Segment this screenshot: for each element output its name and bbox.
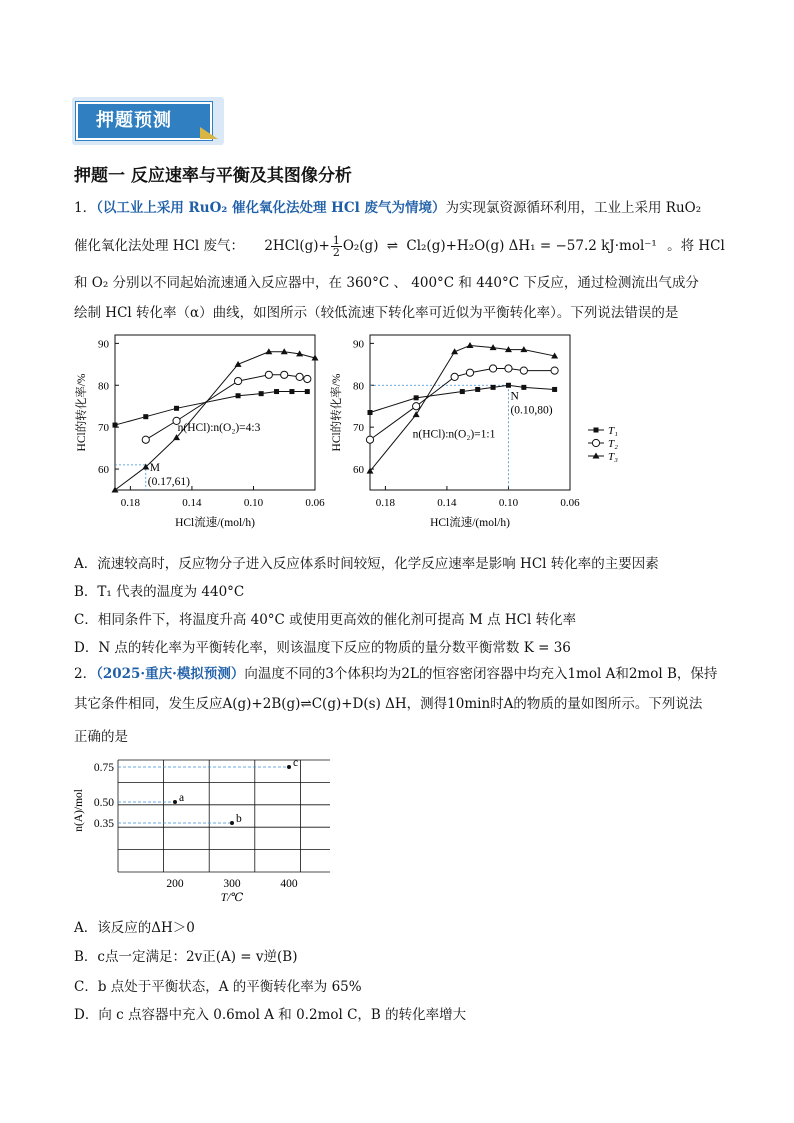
data-point-square (236, 393, 241, 398)
data-point-circle (296, 373, 303, 380)
q2-line1 (74, 664, 717, 684)
data-point-square (368, 410, 373, 415)
q1-fraction (331, 235, 342, 258)
badge-corner-icon (200, 127, 218, 139)
data-point-square (475, 387, 480, 392)
y-tick-label: 0.75 (93, 762, 114, 774)
q2-source: （2025·重庆·模拟预测） (96, 666, 245, 682)
data-point-square (113, 423, 118, 428)
x-tick-label: 0.06 (305, 497, 325, 509)
chart-2 (329, 335, 580, 529)
y-axis-label: HCl的转化率/% (331, 373, 343, 452)
q1-option-d: D．N 点的转化率为平衡转化率，则该温度下反应的物质的量分数平衡常数 K = 36 (74, 640, 571, 656)
badge-label: 押题预测 (96, 110, 172, 131)
q1-line4: 绘制 HCl 转化率（α）曲线，如图所示（较低流速下转化率可近似为平衡转化率）。下列说法错误的是 (74, 305, 679, 321)
data-point-circle (551, 367, 558, 374)
legend-marker-square (594, 428, 599, 433)
x-tick-label: 400 (280, 878, 298, 890)
q1-option-a: A．流速较高时，反应物分子进入反应体系时间较短，化学反应速率是影响 HCl 转化率的主要因素 (74, 556, 659, 572)
q2-option-d: D．向 c 点容器中充入 0.6mol A 和 0.2mol C，B 的转化率增大 (74, 1007, 467, 1023)
data-point-circle (265, 371, 272, 378)
chart-legend (588, 425, 618, 463)
data-point-circle (234, 377, 241, 384)
y-tick-label: 80 (98, 380, 109, 393)
legend-label: T₂ (608, 438, 618, 450)
x-tick-label: 0.10 (498, 497, 519, 509)
q1-frac-den: 2 (332, 246, 340, 259)
point-coord: (0.17,61) (147, 475, 190, 488)
q2-number: 2． (74, 666, 97, 682)
q1-eq-arrow: ⇌ (386, 238, 399, 254)
data-point-square (552, 387, 557, 392)
data-point-square (143, 414, 148, 419)
q1-number: 1． (74, 200, 97, 216)
q1-line2 (74, 235, 725, 258)
q2-option-c: C．b 点处于平衡状态，A 的平衡转化率为 65% (74, 979, 362, 995)
point-label: b (236, 813, 242, 825)
data-point-circle (489, 365, 496, 372)
q1-line3: 和 O₂ 分别以不同起始流速通入反应器中，在 360°C 、 400°C 和 440°C 下反应，通过检测流出气成分 (74, 275, 699, 291)
point-label: c (293, 757, 299, 769)
q1-line1 (74, 198, 701, 218)
data-point-square (274, 389, 279, 394)
data-point-circle (520, 367, 527, 374)
ratio-annotation: n(HCl):n(O₂)=1:1 (412, 428, 496, 441)
data-point-circle (413, 403, 420, 410)
point-label: a (179, 792, 185, 804)
legend-label: T₁ (608, 425, 618, 437)
legend-label: T₃ (608, 451, 618, 463)
y-tick-label: 80 (353, 380, 364, 393)
q1-source: （以工业上采用 RuO₂ 催化氧化法处理 HCl 废气为情境） (96, 200, 446, 216)
y-tick-label: 70 (98, 422, 109, 435)
data-point-circle (304, 375, 311, 382)
section-heading: 押题一 反应速率与平衡及其图像分析 (74, 166, 352, 186)
q1-line2-text: 催化氧化法处理 HCl 废气： (74, 238, 245, 254)
data-point-circle (505, 365, 512, 372)
point-coord: (0.10,80) (510, 404, 553, 417)
data-point-circle (142, 436, 149, 443)
data-point (173, 800, 177, 804)
legend-marker-circle (592, 439, 599, 446)
data-point-square (174, 406, 179, 411)
data-point (287, 765, 291, 769)
y-tick-label: 0.50 (93, 797, 114, 809)
data-point-square (506, 383, 511, 388)
q2-option-a: A．该反应的ΔH＞0 (74, 920, 195, 936)
data-point-square (414, 395, 419, 400)
q1-option-b: B．T₁ 代表的温度为 440°C (74, 584, 245, 600)
y-tick-label: 0.35 (93, 818, 114, 830)
y-tick-label: 60 (353, 464, 364, 477)
x-tick-label: 0.14 (182, 497, 202, 509)
y-axis-label: n(A)/mol (73, 788, 85, 832)
q1-option-c: C．相同条件下，将温度升高 40°C 或使用更高效的催化剂可提高 M 点 HCl 转化率 (74, 612, 577, 628)
data-point-circle (281, 371, 288, 378)
y-tick-label: 60 (98, 464, 109, 477)
data-point-circle (466, 369, 473, 376)
data-point-square (289, 389, 294, 394)
q1-line2-end: 。将 HCl (667, 238, 725, 254)
y-tick-label: 70 (353, 422, 364, 435)
y-axis-label: HCl的转化率/% (76, 373, 88, 452)
point-label: N (510, 390, 519, 403)
q2-line2: 其它条件相同，发生反应A(g)+2B(g)⇌C(g)+D(s) ΔH，测得10min时A的物质的量如图所示。下列说法 (74, 696, 703, 712)
data-point-square (460, 389, 465, 394)
x-axis-label: T/℃ (220, 892, 244, 904)
q1-charts (70, 330, 660, 545)
point-label: M (149, 461, 161, 474)
q1-line1-text: 为实现氯资源循环利用，工业上采用 RuO₂ (445, 200, 702, 216)
section-badge (72, 97, 224, 145)
q1-eq-right: Cl₂(g)+H₂O(g) ΔH₁ = −57.2 kJ·mol⁻¹ (406, 238, 657, 254)
data-point-triangle (265, 348, 272, 354)
data-point-triangle (281, 348, 288, 354)
x-axis-label: HCl流速/(mol/h) (430, 517, 510, 529)
q1-frac-num: 1 (332, 234, 340, 247)
q1-eq-left: 2HCl(g)+ (264, 238, 330, 254)
data-point-circle (451, 373, 458, 380)
data-point-triangle (413, 411, 420, 417)
data-point-circle (366, 436, 373, 443)
x-tick-label: 200 (166, 878, 184, 890)
q2-line1-text: 向温度不同的3个体积均为2L的恒容密闭容器中均充入1mol A和2mol B，保持 (244, 666, 718, 682)
q2-chart (70, 752, 330, 910)
data-point-square (521, 385, 526, 390)
data-point (230, 821, 234, 825)
data-point-square (259, 391, 264, 396)
x-tick-label: 0.10 (243, 497, 264, 509)
data-point-square (491, 385, 496, 390)
q1-eq-mid: O₂(g) (342, 238, 379, 254)
x-tick-label: 0.06 (560, 497, 580, 509)
x-tick-label: 300 (223, 878, 241, 890)
q2-line3: 正确的是 (74, 729, 128, 745)
x-axis-label: HCl流速/(mol/h) (175, 517, 255, 529)
ratio-annotation: n(HCl):n(O₂)=4:3 (177, 422, 261, 435)
x-tick-label: 0.18 (120, 497, 141, 509)
data-point-square (305, 389, 310, 394)
q2-option-b: B．c点一定满足：2v正(A) = v逆(B) (74, 949, 298, 965)
data-point-triangle (467, 342, 474, 348)
y-tick-label: 90 (98, 338, 109, 351)
y-tick-label: 90 (353, 338, 364, 351)
chart-1 (74, 335, 325, 529)
x-tick-label: 0.14 (437, 497, 457, 509)
x-tick-label: 0.18 (375, 497, 396, 509)
chart-3 (73, 757, 330, 904)
